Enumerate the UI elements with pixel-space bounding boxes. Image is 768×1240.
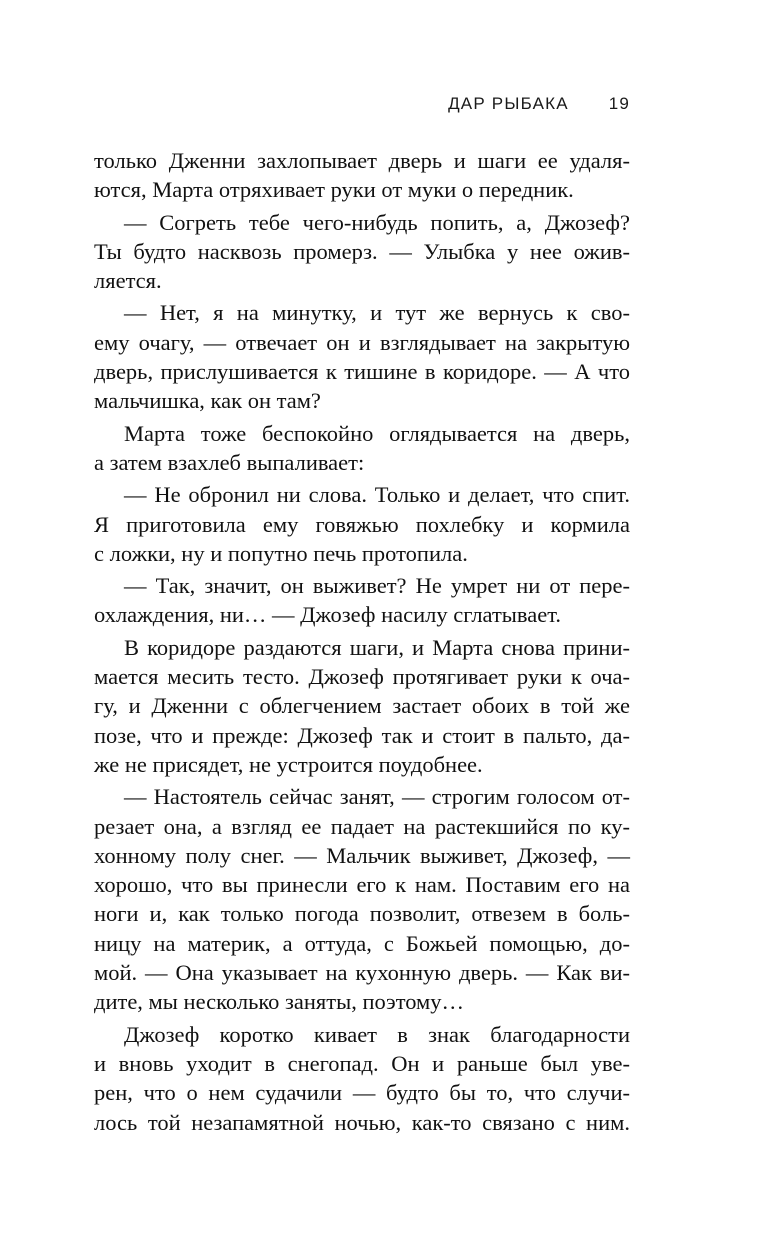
text-line: ются, Марта отряхивает руки от муки о передник. <box>94 177 574 203</box>
text-line: позе, что и прежде: Джозеф так и стоит в пальто, да- <box>94 722 630 748</box>
text-line: с ложки, ну и попутно печь протопила. <box>94 540 468 566</box>
paragraph <box>94 1020 630 1137</box>
text-line: Джозеф коротко кивает в знак благодарности <box>124 1021 630 1047</box>
text-line: хорошо, что вы принесли его к нам. Поставим его на <box>94 872 630 898</box>
paragraph <box>94 782 630 1016</box>
text-line: ему очагу, — отвечает он и взглядывает на закрытую <box>94 329 630 355</box>
text-line: рен, что о нем судачили — будто бы то, что случи- <box>94 1080 630 1106</box>
text-line: ницу на материк, а оттуда, с Божьей помощью, до- <box>94 930 630 956</box>
text-line: ноги и, как только погода позволит, отвезем в боль- <box>94 901 630 927</box>
text-line: В коридоре раздаются шаги, и Марта снова прини- <box>124 634 630 660</box>
running-header <box>448 94 630 114</box>
text-line: и вновь уходит в снегопад. Он и раньше был уве- <box>94 1050 630 1076</box>
book-title: ДАР РЫБАКА <box>448 94 569 113</box>
text-line: а затем взахлеб выпаливает: <box>94 449 365 475</box>
text-line: дверь, прислушивается к тишине в коридоре. — А что <box>94 359 630 385</box>
paragraph <box>94 146 630 205</box>
page-number: 19 <box>608 94 630 113</box>
text-line: — Согреть тебе чего-нибудь попить, а, Джозеф? <box>124 209 630 235</box>
text-line: гу, и Дженни с облегчением застает обоих в той же <box>94 693 630 719</box>
text-line: охлаждения, ни… — Джозеф насилу сглатывает. <box>94 602 561 628</box>
paragraph <box>94 208 630 296</box>
paragraph <box>94 480 630 568</box>
body-text <box>94 146 630 1137</box>
paragraph <box>94 419 630 478</box>
text-line: Я приготовила ему говяжью похлебку и кормила <box>94 511 630 537</box>
text-line: — Нет, я на минутку, и тут же вернусь к сво- <box>124 300 630 326</box>
text-line: мой. — Она указывает на кухонную дверь. — Как ви- <box>94 960 630 986</box>
text-line: только Дженни захлопывает дверь и шаги ее удаля- <box>94 148 630 173</box>
text-line: дите, мы несколько заняты, поэтому… <box>94 989 465 1015</box>
text-line: — Настоятель сейчас занят, — строгим голосом от- <box>124 784 630 810</box>
paragraph <box>94 571 630 630</box>
text-line: — Так, значит, он выживет? Не умрет ни от пере- <box>124 573 630 599</box>
paragraph <box>94 298 630 415</box>
text-line: ляется. <box>94 268 162 294</box>
text-line: хонному полу снег. — Мальчик выживет, Джозеф, — <box>94 842 630 868</box>
paragraph <box>94 633 630 779</box>
text-line: мается месить тесто. Джозеф протягивает руки к оча- <box>94 664 630 690</box>
text-line: мальчишка, как он там? <box>94 388 321 414</box>
text-line: — Не обронил ни слова. Только и делает, что спит. <box>124 482 630 508</box>
text-line: лось той незапамятной ночью, как-то связано с ним. <box>94 1109 630 1135</box>
text-line: же не присядет, не устроится поудобнее. <box>94 751 483 777</box>
text-line: резает она, а взгляд ее падает на растекшийся по ку- <box>94 813 630 839</box>
text-line: Ты будто насквозь промерз. — Улыбка у нее ожив- <box>94 238 630 264</box>
text-line: Марта тоже беспокойно оглядывается на дверь, <box>124 420 630 446</box>
